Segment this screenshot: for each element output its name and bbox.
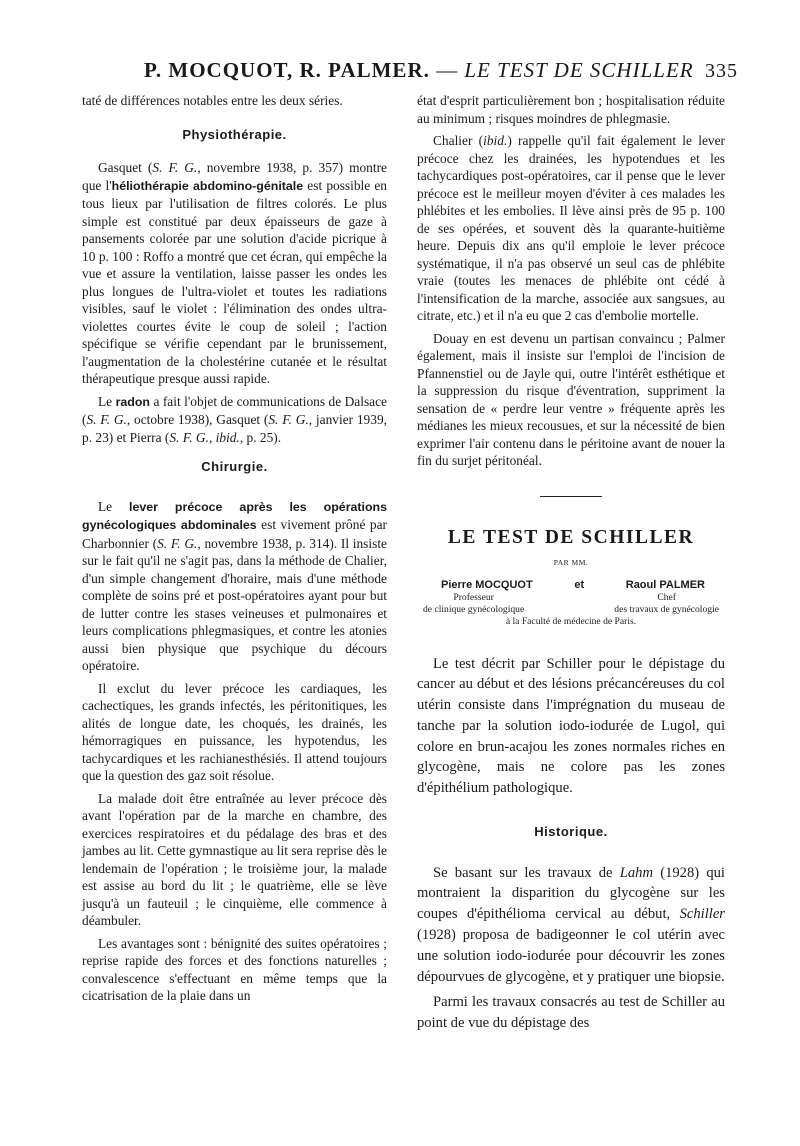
text-run: , novembre 1938, p. 314). Il insiste sur le fait qu'il ne s'agit pas, dans la méthode de Chalier, d'un simple changement d'horaire, mais d'une méthode complète de soins pré et post-opératoires ayant pour but de lutter contre les stases veineuses et pulmonaires et leurs complications phlegmasiques, et contre les atonies aussi bien physique que psychique du décours opératoire. [82, 535, 387, 673]
section-heading-historique: Historique. [534, 824, 608, 840]
journal-ref: S. F. G. [157, 535, 198, 551]
author-ref: Lahm [619, 864, 653, 881]
author-conjunction: et [574, 578, 585, 591]
left-paragraph-0: taté de différences notables entre les deux séries. [82, 93, 343, 108]
bold-term: radon [115, 394, 150, 409]
role-palmer [614, 592, 719, 616]
running-header [60, 58, 740, 88]
role-detail: des travaux de gynécologie [614, 603, 719, 615]
right-paragraph-5: Parmi les travaux consacrés au test de Schiller au point de vue du dépistage des [417, 994, 725, 1032]
author-ref: Schiller [679, 906, 725, 923]
left-paragraph-6: Les avantages sont : bénignité des suites opératoires ; reprise rapide des forces et des fonctions naturelles ; convalescence s'effectuant en même temps que la cicatrisation de la plaie dans un [82, 935, 387, 1003]
section-divider [540, 496, 602, 497]
text-run: , octobre 1938), Gasquet ( [126, 412, 269, 427]
text-run: Le [98, 393, 116, 409]
journal-ref: ibid. [483, 133, 508, 148]
left-column [82, 92, 387, 1010]
author-names [417, 578, 725, 592]
role-mocquot [423, 592, 524, 616]
bold-term: lever précoce après les opérations gynécologiques abdominales [82, 499, 387, 532]
left-paragraph-1 [82, 159, 387, 388]
journal-ref: S. F. G. [152, 160, 198, 175]
text-run: a fait l'objet de communications de Dalsace ( [82, 393, 387, 427]
text-run: Se basant sur les travaux de [433, 864, 620, 881]
author-palmer: Raoul PALMER [625, 578, 705, 591]
text-run: (1928) proposa de badigeonner le col utérin avec une solution iodo-iodurée pour découvrir les zones dépourvues de glycogène, et y pratiquer une biopsie. [417, 926, 725, 985]
right-paragraph-4 [417, 863, 725, 988]
section-heading-physiotherapie: Physiothérapie. [182, 126, 287, 142]
right-paragraph-3: Le test décrit par Schiller pour le dépistage du cancer au début et des lésions précancéreuses du col utérin consiste dans l'imprégnation du museau de tanche par la solution iodo-iodurée de Lugol, qui colore en brun-acajou les zones normales riches en glycogène, mais ne colore pas les zones d'épithélium pathologique. [417, 655, 725, 797]
role-detail: de clinique gynécologique [423, 603, 525, 615]
journal-ref: S. F. G., ibid. [169, 429, 240, 445]
right-paragraph-0: état d'esprit particulièrement bon ; hospitalisation réduite au minimum ; risques moindres de phlegmasie. [417, 93, 725, 126]
text-run: Chalier ( [433, 133, 484, 148]
left-paragraph-5: La malade doit être entraînée au lever précoce dès avant l'opération par de la marche en chambre, des exercices respiratoires et du pédalage des bras et des jambes au lit. Cette gymnastique au lit sera reprise dès le lendemain de l'opération ; le troisième jour, la malade est assise au bord du lit ; le quatrième, elle se lève jusqu'à un fauteuil ; le cinquième, elle commence à déambuler. [82, 790, 387, 928]
faculty-affiliation: à la Faculté de médecine de Paris. [505, 615, 637, 627]
left-paragraph-3 [82, 498, 387, 675]
text-run: Gasquet ( [98, 160, 153, 175]
right-paragraph-2: Douay en est devenu un partisan convaincu ; Palmer également, mais il insiste sur l'emploi de l'incision de Pfannenstiel ou de Jayle qui, outre l'intérêt esthétique et la suppression du risque d'éventration, suppriment la sensation de « perdre leur ventre » fréquente après les médianes les mieux recousues, et sur la nécessité de bien exprimer l'air contenu dans le péritoine avant de nouer la fin du surjet péritonéal. [417, 330, 725, 468]
text-run: , p. 25). [239, 429, 282, 445]
role-title: Chef [657, 591, 676, 603]
text-run: , janvier 1939, p. 23) et Pierra ( [82, 412, 387, 445]
header-authors: P. MOCQUOT, R. PALMER. [144, 58, 430, 82]
header-dash: — [436, 58, 459, 82]
journal-ref: S. F. G. [86, 412, 127, 427]
page-number: 335 [705, 60, 738, 82]
byline-par-mm: PAR MM. [553, 558, 589, 567]
header-subject: LE TEST DE SCHILLER [464, 58, 694, 82]
section-heading-chirurgie: Chirurgie. [201, 459, 268, 474]
text-run: ) rappelle qu'il fait également le lever précoce chez les drainées, les hypotendues et les tachycardiques post-opératoires, car il pense que le lever précoce est le meilleur moyen d'éviter à ces malades les phlébites et les embolies. Il lève ainsi près de 95 p. 100 de ses opérées, et souvent dès la quarante-huitième heure. Depuis dix ans qu'il emploie le lever précoce systématique, il n'a pas observé un seul cas de phlébite vraie (toutes les menaces de phlébite ont cédé à l'intensification de la marche, associée aux sangsues, au citrate, etc.) et il n'a eu que 2 cas d'embolie mortelle. [417, 133, 725, 323]
text-run: est possible en tous lieux par l'utilisation de filtres colorés. Le plus simple est constitué par deux épaisseurs de gaze à pansements colorée par une solution d'acide picrique à 10 p. 100 : Roffo a montré que cet écran, qui empêche la vue et assure la ventilation, laisse passer les ondes les plus longues de l'ultra-violet et toutes les radiations visibles, sauf le violet : l'élimination des ondes ultra-violettes courtes évite le coup de soleil ; l'action spécifique se vérifie cependant par le brunissement, l'augmentation de la cholestérine cutanée et le résultat thérapeutique presque aussi rapide. [82, 177, 387, 386]
text-run: (1928) qui montraient la disparition du glycogène sur les coupes d'épithélioma cervical au début, [417, 864, 725, 923]
right-column [417, 92, 725, 1039]
text-run: Le [98, 498, 130, 514]
journal-ref: S. F. G. [268, 412, 309, 427]
role-title: Professeur [453, 591, 494, 603]
text-run: est vivement prôné par Charbonnier ( [82, 517, 387, 551]
right-paragraph-1 [417, 132, 725, 325]
article-title: LE TEST DE SCHILLER [447, 526, 695, 548]
left-paragraph-2 [82, 393, 387, 447]
header-title [144, 58, 694, 83]
author-roles [417, 592, 725, 616]
text-run: , novembre 1938, p. 357) montre que l' [82, 160, 388, 193]
left-paragraph-4: Il exclut du lever précoce les cardiaques, les cachectiques, les grands infectés, les péritonitiques, les alités de longue date, les choqués, les drainés, les hémorragiques en puissance, les hypotendus, les tachycardiques et les rachianesthésiés. Il attend toujours que la question des gaz soit résolue. [82, 680, 387, 783]
bold-term: héliothérapie abdomino-génitale [111, 178, 304, 193]
author-mocquot: Pierre MOCQUOT [441, 578, 533, 591]
